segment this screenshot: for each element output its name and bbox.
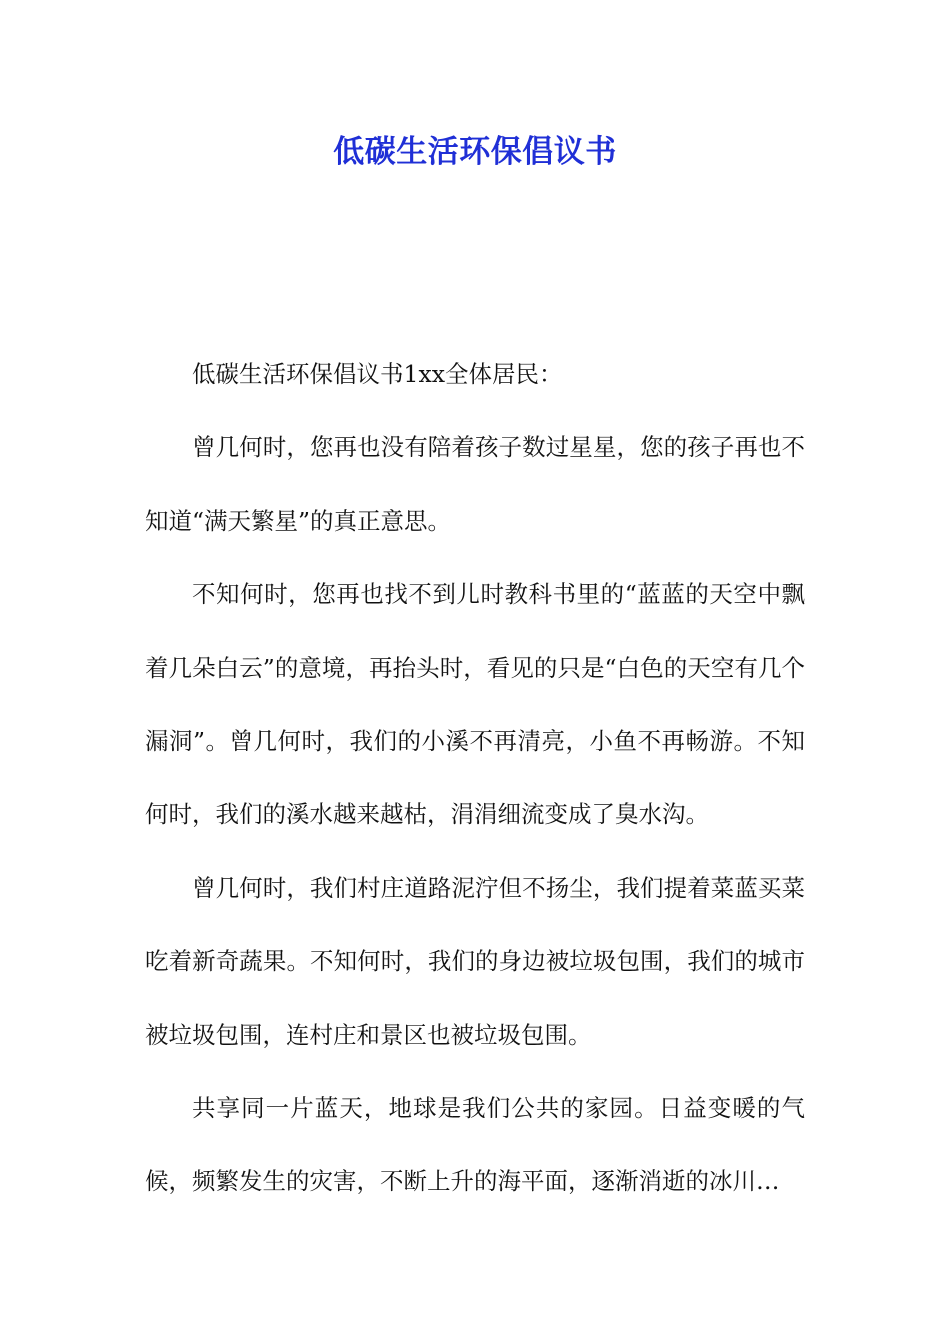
document-body	[145, 338, 805, 1219]
paragraph-garbage: 曾几何时，我们村庄道路泥泞但不扬尘，我们提着菜蓝买菜吃着新奇蔬果。不知何时，我们的身边被垃圾包围，我们的城市被垃圾包围，连村庄和景区也被垃圾包围。	[145, 873, 805, 1049]
paragraph-salutation: 低碳生活环保倡议书1xx全体居民：	[192, 360, 563, 388]
paragraph-sky-and-stream: 不知何时，您再也找不到儿时教科书里的“蓝蓝的天空中飘着几朵白云”的意境，再抬头时，看见的只是“白色的天空有几个漏洞”。曾几何时，我们的小溪不再清亮，小鱼不再畅游。不知何时，我们的溪水越来越枯，涓涓细流变成了臭水沟。	[145, 580, 805, 829]
paragraph-stars: 曾几何时，您再也没有陪着孩子数过星星，您的孩子再也不知道“满天繁星”的真正意思。	[145, 433, 805, 535]
document-title: 低碳生活环保倡议书	[333, 134, 617, 170]
paragraph-shared-earth: 共享同一片蓝天，地球是我们公共的家园。日益变暖的气候，频繁发生的灾害，不断上升的海平面，逐渐消逝的冰川…	[145, 1094, 805, 1196]
